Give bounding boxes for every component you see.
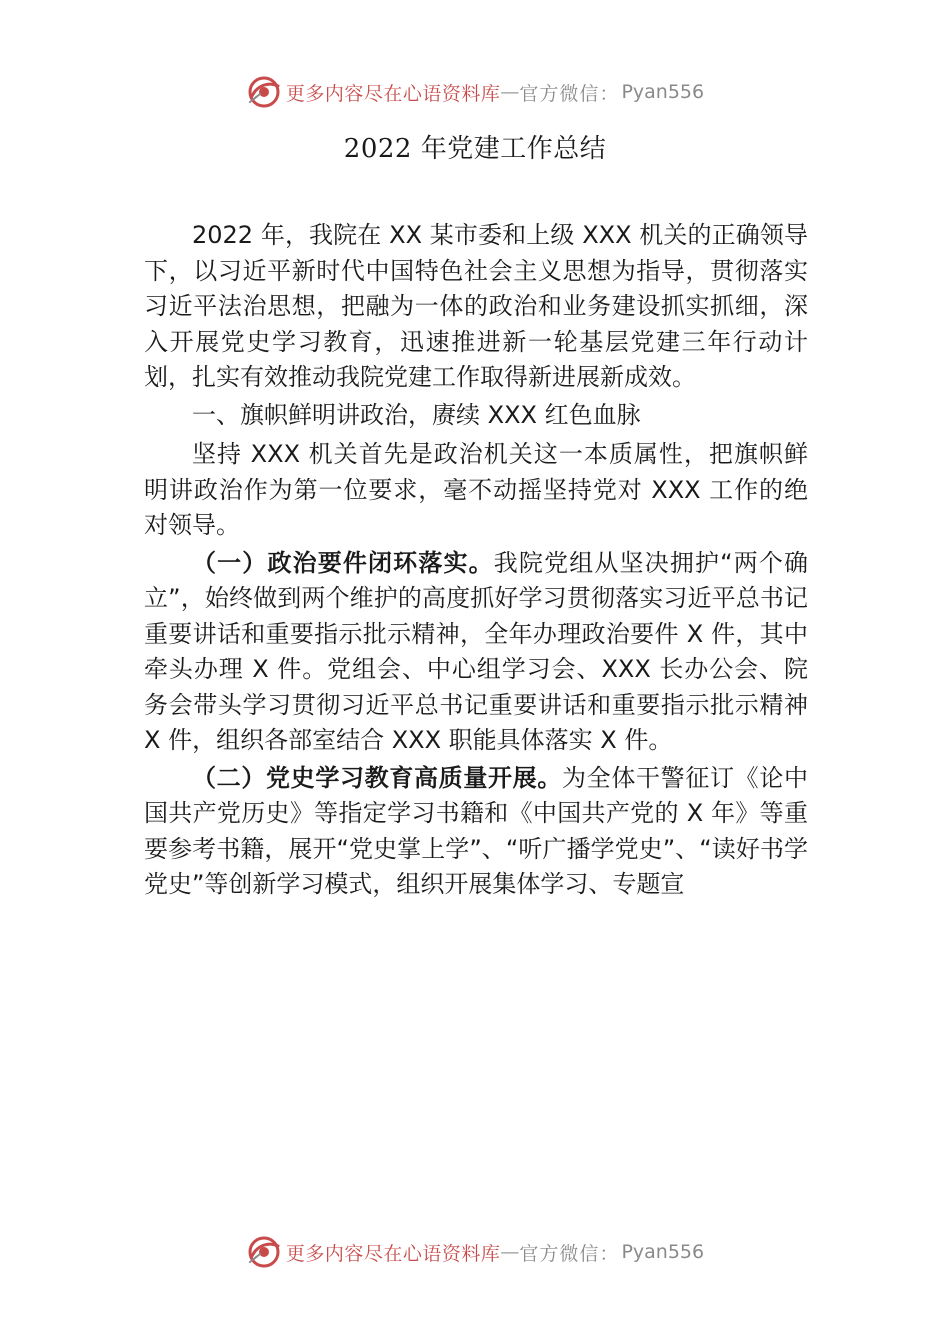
- banner-separator: —: [500, 81, 520, 103]
- item-title-2: （二）党史学习教育高质量开展。: [192, 763, 562, 792]
- banner-wechat-label: 官方微信：: [519, 82, 620, 105]
- banner-wechat-id: Pyan556: [621, 1241, 705, 1263]
- section-paragraph: 坚持 XXX 机关首先是政治机关这一本质属性，把旗帜鲜明讲政治作为第一位要求，毫不动摇坚持党对 XXX 工作的绝对领导。: [144, 440, 808, 539]
- logo-icon: [246, 1234, 282, 1270]
- logo-icon: [246, 74, 282, 110]
- intro-paragraph: 2022 年，我院在 XX 某市委和上级 XXX 机关的正确领导下，以习近平新时代中国特色社会主义思想为指导，贯彻落实习近平法治思想，把融为一体的政治和业务建设抓实抓细，深入开展党史学习教育，迅速推进新一轮基层党建三年行动计划，扎实有效推动我院党建工作取得新进展新成效。: [144, 221, 808, 391]
- header-watermark-banner: [0, 72, 950, 112]
- banner-separator: —: [500, 1241, 520, 1263]
- item-paragraph-2: [144, 761, 808, 903]
- item-body-1: 我院党组从坚决拥护“两个确立”，始终做到两个维护的高度抓好学习贯彻落实习近平总书记重要讲话和重要指示批示精神，全年办理政治要件 X 件，其中牵头办理 X 件。党组会、中心组学习会、XXX 长办公会、院务会带头学习贯彻习近平总书记重要讲话和重要指示批示精神 X 件，组织各部室结合 XXX 职能具体落实 X 件。: [144, 548, 808, 754]
- footer-watermark-banner: [0, 1232, 950, 1272]
- banner-slogan: 更多内容尽在心语资料库: [285, 1242, 501, 1265]
- document-body: [144, 218, 808, 905]
- item-paragraph-1: [144, 546, 808, 759]
- banner-slogan: 更多内容尽在心语资料库: [285, 82, 501, 105]
- banner-wechat-label: 官方微信：: [519, 1242, 620, 1265]
- item-body-2: 为全体干警征订《论中国共产党历史》等指定学习书籍和《中国共产党的 X 年》等重要参考书籍，展开“党史掌上学”、“听广播学党史”、“读好书学党史”等创新学习模式，组织开展集体学习、专题宣: [144, 763, 808, 898]
- item-title-1: （一）政治要件闭环落实。: [192, 548, 494, 577]
- document-title: 2022 年党建工作总结: [343, 134, 607, 164]
- section-heading: 一、旗帜鲜明讲政治，赓续 XXX 红色血脉: [192, 400, 641, 429]
- banner-wechat-id: Pyan556: [621, 81, 705, 103]
